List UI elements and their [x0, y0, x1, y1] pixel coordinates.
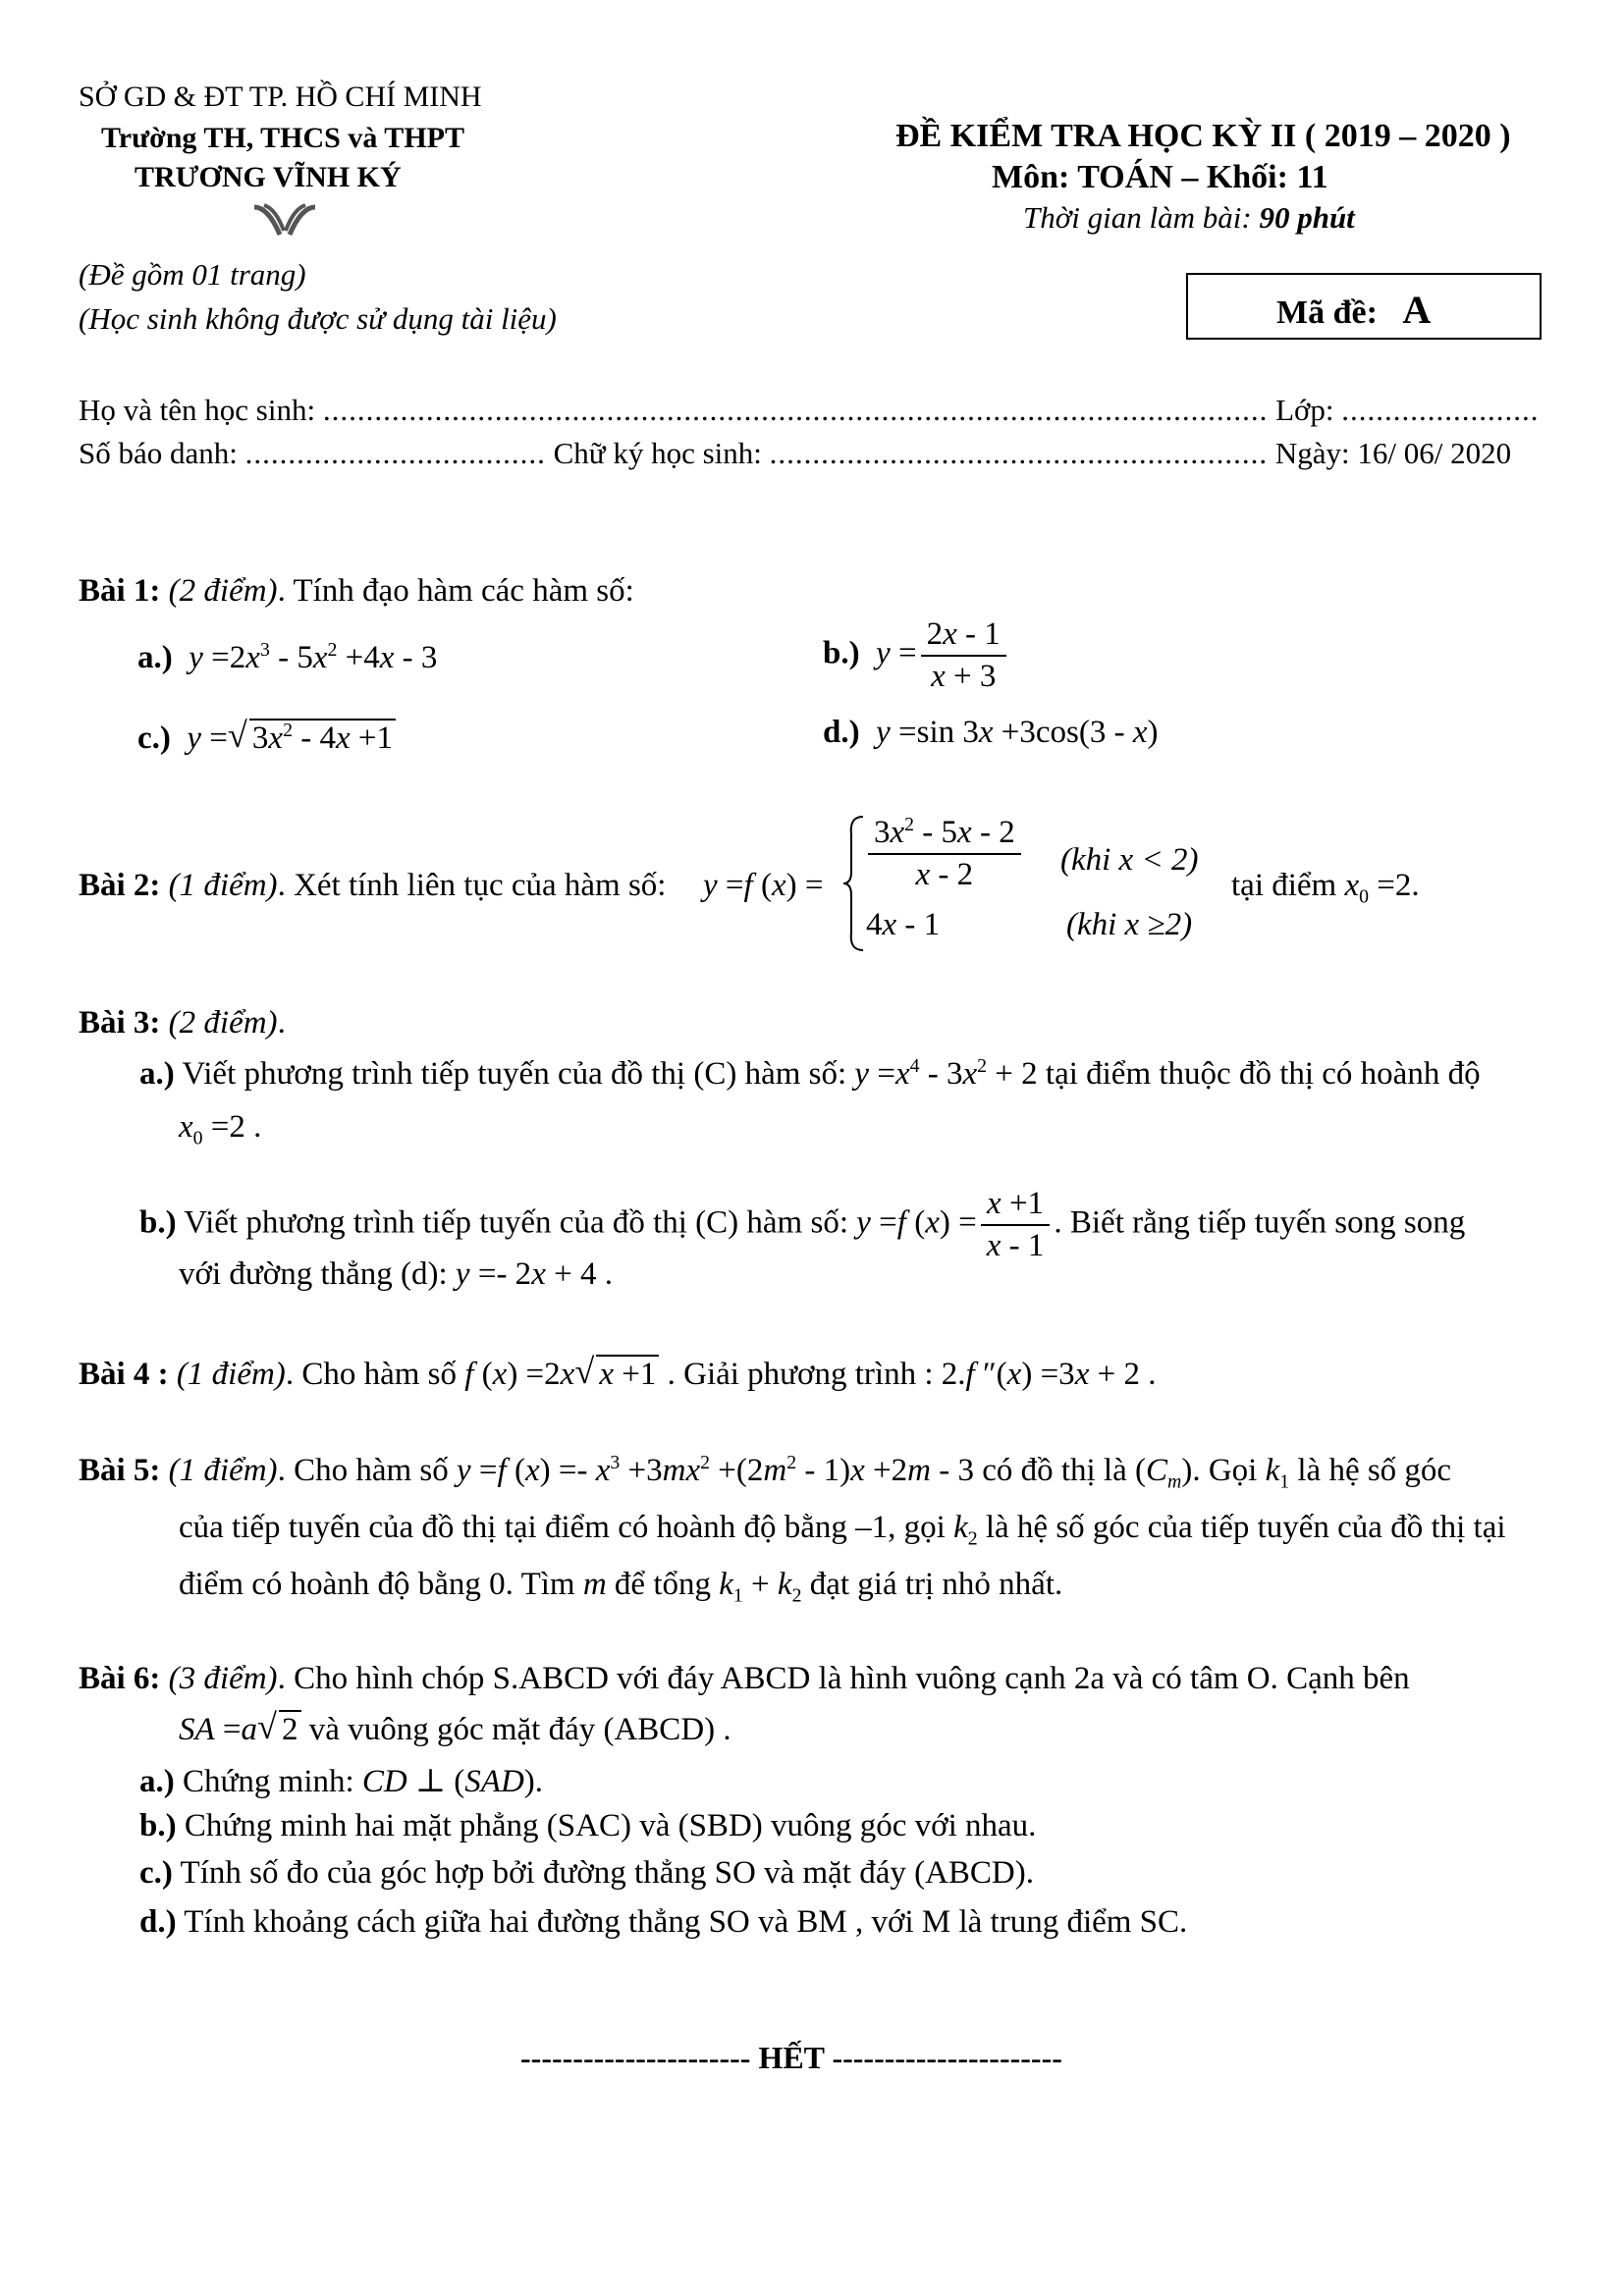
- student-id-line: Số báo danh: ................................... Chữ ký học sinh: .......................................................... Ngày: 16/ 06/ 2020: [79, 436, 1512, 470]
- school-name-line1: Trường TH, THCS và THPT: [101, 122, 464, 154]
- materials-note: (Học sinh không được sử dụng tài liệu): [79, 301, 557, 336]
- problem-2-point: tại điểm $x_0 =2$.: [1231, 868, 1420, 908]
- problem-1-heading: Bài 1: (2 điểm). Tính đạo hàm các hàm số:: [79, 573, 634, 609]
- problem-6-line2: SA =a √ 2 và vuông góc mặt đáy (ABCD) .: [179, 1707, 731, 1747]
- problem-4: Bài 4 : (1 điểm). Cho hàm số f (x) =2x √ x +1 . Giải phương trình : 2.f ″(x) =3x + 2 .: [79, 1352, 1157, 1392]
- piecewise-condition-1: (khi x < 2): [1060, 842, 1199, 878]
- school-name-line2: TRƯƠNG VĨNH KÝ: [135, 161, 402, 193]
- problem-6a: a.) Chứng minh: CD ⊥ (SAD).: [139, 1764, 544, 1799]
- pages-note: (Đề gồm 01 trang): [79, 257, 306, 292]
- piecewise-brace: [841, 815, 865, 961]
- problem-3a-point: $x_0 =2$ .: [179, 1109, 262, 1149]
- piecewise-condition-2: (khi x ≥2): [1066, 907, 1193, 942]
- problem-1c: c.) y = √ $3x^2 - 4x +1$: [137, 719, 396, 757]
- problem-3b: b.) Viết phương trình tiếp tuyến của đồ thị (C) hàm số: y =f (x) = $\frac{x +1}{x - 1}$ . Biết rằng tiếp tuyến song song: [139, 1186, 1466, 1263]
- problem-1a: a.) $y =2x^3 - 5x^2 +4x - 3$: [137, 639, 438, 675]
- student-name-field[interactable]: ..............................................................................................................: [322, 393, 1269, 427]
- problem-6-line1: Bài 6: (3 điểm). Cho hình chóp S.ABCD với đáy ABCD là hình vuông cạnh 2a và có tâm O. Cạnh bên: [79, 1661, 1410, 1696]
- student-signature-field[interactable]: ..........................................................: [769, 436, 1269, 470]
- problem-3-heading: Bài 3: (2 điểm).: [79, 1005, 286, 1041]
- end-marker: ---------------------- HẾT ----------------------: [520, 2040, 1062, 2075]
- problem-6d: d.) Tính khoảng cách giữa hai đường thẳng SO và BM , với M là trung điểm SC.: [139, 1904, 1188, 1940]
- problem-2-heading: Bài 2: (1 điểm). Xét tính liên tục của hàm số:: [79, 868, 667, 903]
- problem-3a: a.) Viết phương trình tiếp tuyến của đồ thị (C) hàm số: $y =x^4 - 3x^2 + 2$ tại điểm thuộc đồ thị có hoành độ: [139, 1055, 1481, 1092]
- problem-2-function: y =f (x) =: [703, 868, 824, 903]
- problem-1d: d.) y =sin 3x +3cos(3 - x): [823, 715, 1159, 750]
- exam-date: 16/ 06/ 2020: [1357, 436, 1512, 470]
- exam-title: ĐỀ KIỂM TRA HỌC KỲ II ( 2019 – 2020 ): [895, 118, 1511, 154]
- problem-5-line3: điểm có hoành độ bằng 0. Tìm m để tổng $k_1 + k_2$ đạt giá trị nhỏ nhất.: [179, 1567, 1063, 1607]
- exam-time: Thời gian làm bài: 90 phút: [1023, 200, 1355, 235]
- student-name-line: Họ và tên học sinh: .............................................................................................................. Lớp: .......................: [79, 393, 1540, 427]
- piecewise-case-1: $\frac{3x^2 - 5x - 2}{x - 2}$: [864, 815, 1025, 893]
- problem-1b: b.) y = $\frac{2x - 1}{x + 3}$: [823, 616, 1010, 695]
- student-id-field[interactable]: ...................................: [244, 436, 546, 470]
- piecewise-case-2: 4x - 1: [866, 907, 941, 942]
- problem-3b-line: với đường thẳng (d): y =- 2x + 4 .: [179, 1256, 613, 1292]
- exam-code: Mã đề: A: [1276, 288, 1432, 332]
- exam-subject: Môn: TOÁN – Khối: 11: [992, 159, 1328, 195]
- problem-6c: c.) Tính số đo của góc hợp bởi đường thẳng SO và mặt đáy (ABCD).: [139, 1855, 1035, 1891]
- problem-6b: b.) Chứng minh hai mặt phẳng (SAC) và (SBD) vuông góc với nhau.: [139, 1808, 1037, 1843]
- problem-5-line1: Bài 5: (1 điểm). Cho hàm số y =f $(x) =- x^3 +3mx^2 +(2m^2 - 1)x +2m - 3$ có đồ thị là $(C_m)$. Gọi $k_1$ là hệ số góc: [79, 1452, 1452, 1493]
- department-name: SỞ GD & ĐT TP. HỒ CHÍ MINH: [79, 80, 482, 113]
- school-logo-icon: [250, 201, 319, 247]
- problem-5-line2: của tiếp tuyến của đồ thị tại điểm có hoành độ bằng –1, gọi $k_2$ là hệ số góc của tiếp tuyến của đồ thị tại: [179, 1510, 1506, 1550]
- student-class-field[interactable]: .......................: [1341, 393, 1540, 427]
